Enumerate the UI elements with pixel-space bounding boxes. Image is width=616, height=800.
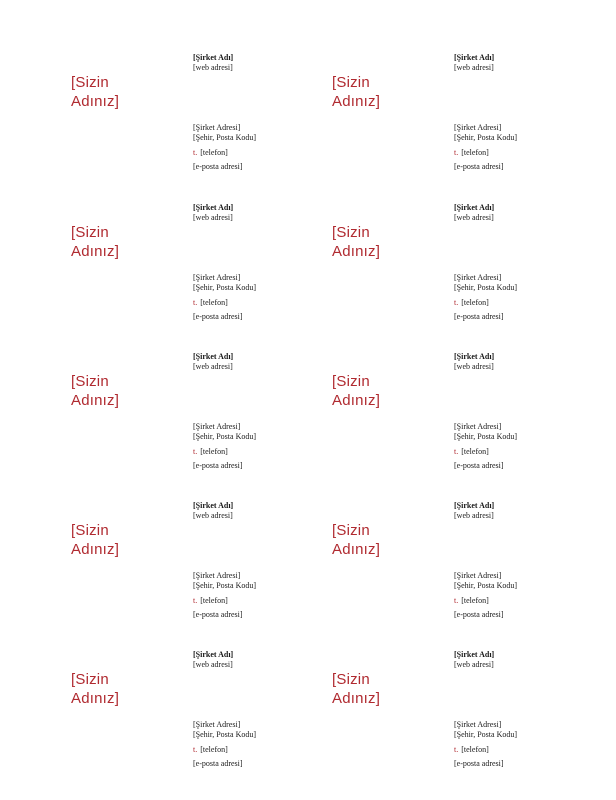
card-name: [332, 372, 380, 410]
card-phone-prefix: t.: [193, 745, 198, 754]
card-phone: [telefon]: [200, 447, 228, 456]
card-name-line2: Adınız]: [332, 690, 381, 707]
card-phone-row: [193, 298, 256, 308]
card-name-line1: [Sizin: [332, 671, 370, 688]
card-phone: [telefon]: [461, 148, 489, 157]
card-name: [71, 670, 119, 708]
card-address: [Şirket Adresi]: [193, 720, 241, 729]
card-name-line2: Adınız]: [332, 243, 381, 260]
card-email: [e-posta adresi]: [454, 461, 504, 470]
card-email: [e-posta adresi]: [454, 610, 504, 619]
card-phone-row: [193, 148, 256, 158]
card-name-line1: [Sizin: [71, 373, 109, 390]
card-email: [e-posta adresi]: [454, 162, 504, 171]
card-company-block: [454, 650, 494, 670]
card-web: [web adresi]: [454, 660, 494, 669]
business-card: [71, 501, 331, 641]
card-phone-row: [454, 298, 517, 308]
card-email: [e-posta adresi]: [193, 461, 243, 470]
card-email: [e-posta adresi]: [193, 312, 243, 321]
card-company: [Şirket Adı]: [193, 53, 234, 62]
card-company-block: [454, 53, 494, 73]
card-name-line1: [Sizin: [71, 671, 109, 688]
card-name: [332, 670, 380, 708]
card-company-block: [193, 501, 233, 521]
card-address: [Şirket Adresi]: [454, 720, 502, 729]
card-address: [Şirket Adresi]: [454, 571, 502, 580]
card-contact-block: [454, 571, 517, 620]
card-address: [Şirket Adresi]: [454, 123, 502, 132]
card-phone: [telefon]: [461, 596, 489, 605]
card-city: [Şehir, Posta Kodu]: [454, 432, 518, 441]
card-name-line1: [Sizin: [71, 224, 109, 241]
card-phone-row: [193, 745, 256, 755]
card-city: [Şehir, Posta Kodu]: [193, 133, 257, 142]
card-web: [web adresi]: [454, 511, 494, 520]
card-contact-block: [193, 422, 256, 471]
card-name-line1: [Sizin: [71, 74, 109, 91]
card-contact-block: [454, 720, 517, 769]
card-name-line1: [Sizin: [332, 373, 370, 390]
card-name: [332, 73, 380, 111]
card-address: [Şirket Adresi]: [193, 123, 241, 132]
card-company-block: [454, 501, 494, 521]
card-name-line2: Adınız]: [71, 392, 120, 409]
card-name-line1: [Sizin: [332, 224, 370, 241]
card-contact-block: [193, 571, 256, 620]
business-card: [332, 650, 592, 790]
card-city: [Şehir, Posta Kodu]: [193, 283, 257, 292]
business-card: [71, 53, 331, 193]
card-phone-prefix: t.: [193, 148, 198, 157]
card-city: [Şehir, Posta Kodu]: [454, 581, 518, 590]
card-name: [71, 372, 119, 410]
card-phone-prefix: t.: [193, 596, 198, 605]
card-web: [web adresi]: [193, 362, 233, 371]
card-name-line2: Adınız]: [71, 93, 120, 110]
card-phone-row: [454, 745, 517, 755]
card-contact-block: [193, 720, 256, 769]
card-phone-prefix: t.: [454, 298, 459, 307]
card-name-line1: [Sizin: [332, 74, 370, 91]
card-phone: [telefon]: [200, 148, 228, 157]
card-phone-prefix: t.: [454, 447, 459, 456]
card-phone-row: [454, 148, 517, 158]
card-email: [e-posta adresi]: [193, 759, 243, 768]
card-contact-block: [454, 123, 517, 172]
card-name: [332, 521, 380, 559]
business-card: [332, 352, 592, 492]
card-web: [web adresi]: [193, 63, 233, 72]
card-phone-prefix: t.: [454, 148, 459, 157]
card-company: [Şirket Adı]: [454, 203, 495, 212]
card-contact-block: [193, 123, 256, 172]
card-phone-row: [193, 596, 256, 606]
card-name: [71, 521, 119, 559]
card-company-block: [193, 650, 233, 670]
card-name-line2: Adınız]: [332, 392, 381, 409]
business-card: [71, 352, 331, 492]
business-card: [71, 203, 331, 343]
card-web: [web adresi]: [454, 213, 494, 222]
card-city: [Şehir, Posta Kodu]: [454, 730, 518, 739]
card-name: [71, 223, 119, 261]
card-company: [Şirket Adı]: [454, 501, 495, 510]
card-address: [Şirket Adresi]: [193, 571, 241, 580]
card-phone: [telefon]: [461, 745, 489, 754]
card-company: [Şirket Adı]: [193, 501, 234, 510]
card-name-line1: [Sizin: [71, 522, 109, 539]
card-name: [71, 73, 119, 111]
card-phone-row: [454, 596, 517, 606]
business-card: [332, 501, 592, 641]
card-web: [web adresi]: [454, 63, 494, 72]
card-city: [Şehir, Posta Kodu]: [193, 730, 257, 739]
card-contact-block: [454, 273, 517, 322]
card-phone: [telefon]: [461, 447, 489, 456]
card-contact-block: [193, 273, 256, 322]
card-company-block: [193, 203, 233, 223]
card-phone: [telefon]: [200, 745, 228, 754]
card-web: [web adresi]: [193, 511, 233, 520]
card-city: [Şehir, Posta Kodu]: [193, 432, 257, 441]
card-contact-block: [454, 422, 517, 471]
card-city: [Şehir, Posta Kodu]: [193, 581, 257, 590]
card-company-block: [454, 203, 494, 223]
card-company-block: [193, 53, 233, 73]
card-company: [Şirket Adı]: [193, 352, 234, 361]
card-phone-row: [193, 447, 256, 457]
card-web: [web adresi]: [454, 362, 494, 371]
card-name: [332, 223, 380, 261]
card-company: [Şirket Adı]: [454, 650, 495, 659]
card-name-line2: Adınız]: [332, 541, 381, 558]
business-card: [332, 203, 592, 343]
card-email: [e-posta adresi]: [454, 312, 504, 321]
card-name-line1: [Sizin: [332, 522, 370, 539]
card-company: [Şirket Adı]: [193, 650, 234, 659]
card-web: [web adresi]: [193, 213, 233, 222]
business-card: [332, 53, 592, 193]
card-city: [Şehir, Posta Kodu]: [454, 283, 518, 292]
card-address: [Şirket Adresi]: [193, 422, 241, 431]
card-phone-prefix: t.: [193, 447, 198, 456]
card-name-line2: Adınız]: [71, 690, 120, 707]
card-email: [e-posta adresi]: [454, 759, 504, 768]
card-company-block: [454, 352, 494, 372]
card-name-line2: Adınız]: [71, 243, 120, 260]
card-name-line2: Adınız]: [71, 541, 120, 558]
card-address: [Şirket Adresi]: [454, 422, 502, 431]
card-company: [Şirket Adı]: [193, 203, 234, 212]
card-phone: [telefon]: [200, 298, 228, 307]
business-card: [71, 650, 331, 790]
card-company: [Şirket Adı]: [454, 53, 495, 62]
card-address: [Şirket Adresi]: [193, 273, 241, 282]
card-name-line2: Adınız]: [332, 93, 381, 110]
card-company: [Şirket Adı]: [454, 352, 495, 361]
card-address: [Şirket Adresi]: [454, 273, 502, 282]
card-phone: [telefon]: [200, 596, 228, 605]
card-phone-row: [454, 447, 517, 457]
card-phone-prefix: t.: [193, 298, 198, 307]
card-email: [e-posta adresi]: [193, 162, 243, 171]
card-city: [Şehir, Posta Kodu]: [454, 133, 518, 142]
card-web: [web adresi]: [193, 660, 233, 669]
card-phone-prefix: t.: [454, 745, 459, 754]
card-phone: [telefon]: [461, 298, 489, 307]
card-email: [e-posta adresi]: [193, 610, 243, 619]
card-phone-prefix: t.: [454, 596, 459, 605]
card-company-block: [193, 352, 233, 372]
